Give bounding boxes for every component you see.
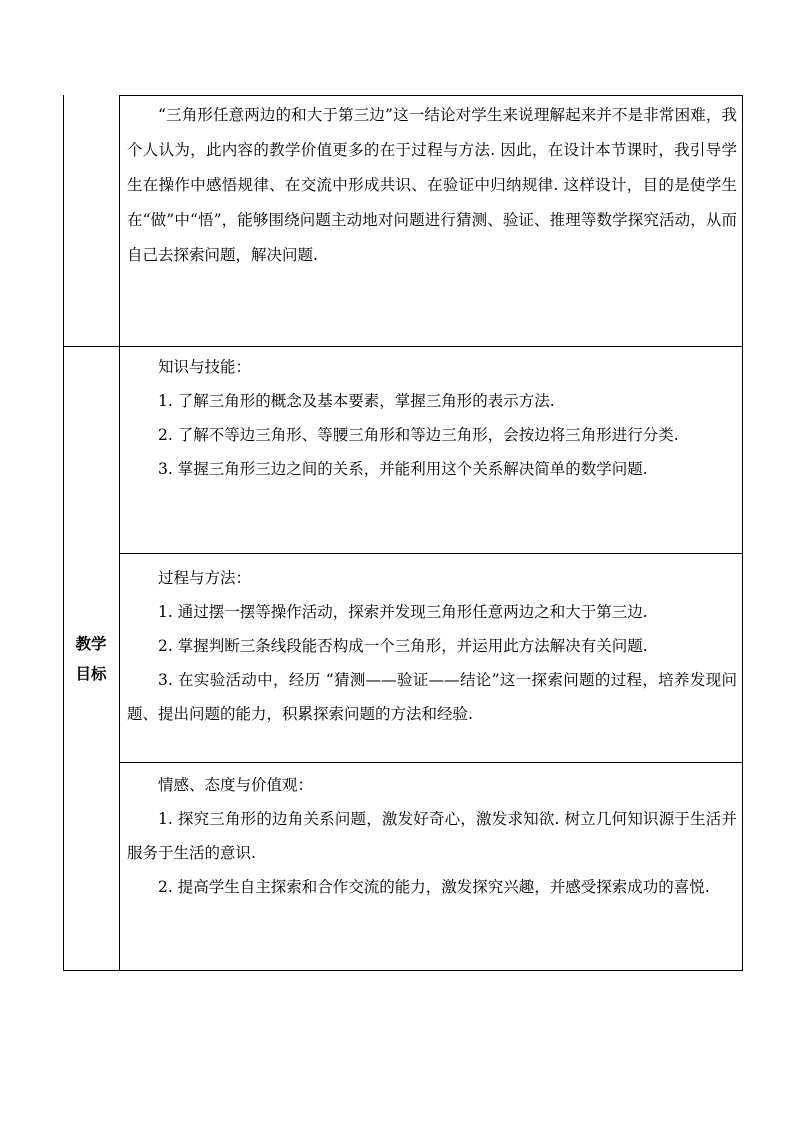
process-cell	[127, 561, 737, 731]
process-heading: 过程与方法：	[158, 569, 252, 587]
knowledge-item: 2. 了解不等边三角形、等腰三角形和等边三角形，会按边将三角形进行分类.	[158, 426, 679, 444]
table-column-divider	[119, 95, 120, 971]
process-item: 3. 在实验活动中，经历 “猜测——验证——结论”这一探索问题的过程，培养发现问题、提出问题的能力，积累探索问题的方法和经验.	[127, 671, 737, 723]
emotion-item: 2. 提高学生自主探索和合作交流的能力，激发探究兴趣，并感受探索成功的喜悦.	[158, 878, 710, 896]
table-left-border	[63, 95, 64, 971]
knowledge-item: 3. 掌握三角形三边之间的关系，并能利用这个关系解决简单的数学问题.	[158, 460, 648, 478]
intro-cell	[127, 98, 737, 273]
process-item: 2. 掌握判断三条线段能否构成一个三角形，并运用此方法解决有关问题.	[158, 637, 648, 655]
row-divider-knowledge	[119, 553, 743, 554]
objectives-label-line1: 教学	[75, 635, 107, 653]
knowledge-heading: 知识与技能：	[158, 358, 252, 376]
process-item: 1. 通过摆一摆等操作活动，探索并发现三角形任意两边之和大于第三边.	[158, 603, 648, 621]
knowledge-cell	[127, 350, 737, 486]
knowledge-item: 1. 了解三角形的概念及基本要素，掌握三角形的表示方法.	[158, 392, 555, 410]
emotion-item: 1. 探究三角形的边角关系问题，激发好奇心，激发求知欲. 树立几何知识源于生活并服务于生活的意识.	[127, 810, 737, 862]
table-bottom-border	[63, 970, 743, 971]
table-right-border	[742, 95, 743, 971]
objectives-label	[63, 629, 119, 689]
emotion-cell	[127, 768, 737, 904]
row-divider-process	[119, 762, 743, 763]
intro-paragraph: “三角形任意两边的和大于第三边”这一结论对学生来说理解起来并不是非常困难，我个人认为，此内容的教学价值更多的在于过程与方法. 因此，在设计本节课时，我引导学生在操作中感悟规律、在交流中形成共识、在验证中归纳规律. 这样设计，目的是使学生在“做”中“悟”，能够围绕问题主动地对问题进行猜测、验证、推理等数学探究活动，从而自己去探索问题，解决问题.	[127, 106, 737, 264]
emotion-heading: 情感、态度与价值观：	[158, 776, 314, 794]
row-divider-intro	[63, 346, 743, 347]
table-top-border	[119, 95, 743, 96]
objectives-label-line2: 目标	[75, 665, 107, 683]
